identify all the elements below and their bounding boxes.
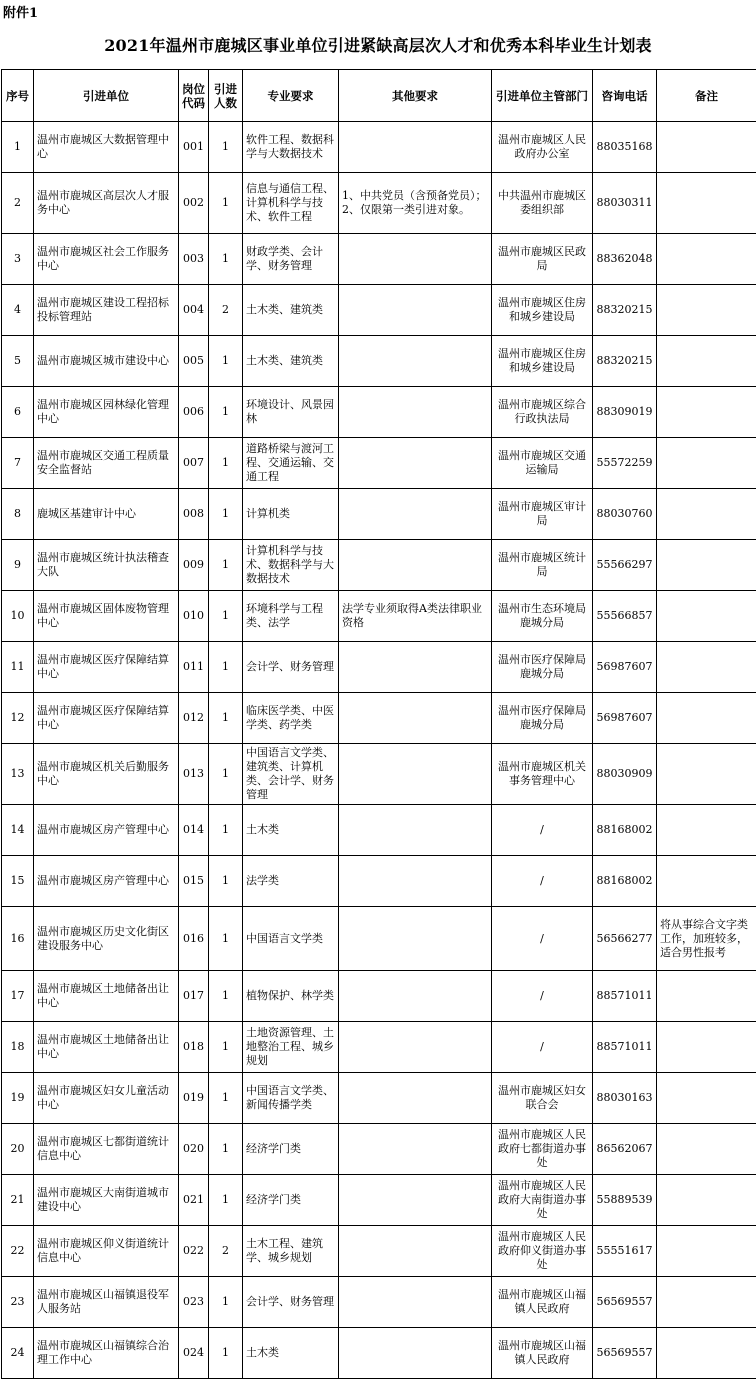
cell-seq: 13 bbox=[2, 744, 34, 805]
cell-seq: 23 bbox=[2, 1277, 34, 1328]
cell-unit: 温州市鹿城区机关后勤服务中心 bbox=[34, 744, 179, 805]
cell-phone: 88362048 bbox=[593, 234, 657, 285]
cell-major: 临床医学类、中医学类、药学类 bbox=[243, 693, 339, 744]
cell-phone: 55566297 bbox=[593, 540, 657, 591]
cell-major: 中国语言文学类 bbox=[243, 907, 339, 971]
cell-count: 1 bbox=[209, 642, 243, 693]
cell-major: 财政学类、会计学、财务管理 bbox=[243, 234, 339, 285]
cell-other bbox=[339, 438, 492, 489]
cell-major: 经济学门类 bbox=[243, 1124, 339, 1175]
cell-note bbox=[657, 591, 756, 642]
cell-dept: 温州市鹿城区住房和城乡建设局 bbox=[492, 285, 593, 336]
cell-phone: 55889539 bbox=[593, 1175, 657, 1226]
cell-dept: 温州市鹿城区人民政府仰义街道办事处 bbox=[492, 1226, 593, 1277]
cell-phone: 56987607 bbox=[593, 642, 657, 693]
cell-phone: 86562067 bbox=[593, 1124, 657, 1175]
cell-count: 1 bbox=[209, 591, 243, 642]
cell-code: 013 bbox=[179, 744, 209, 805]
cell-count: 1 bbox=[209, 540, 243, 591]
cell-major: 中国语言文学类、新闻传播学类 bbox=[243, 1073, 339, 1124]
cell-major: 环境设计、风景园林 bbox=[243, 387, 339, 438]
table-row bbox=[2, 336, 756, 387]
cell-count: 1 bbox=[209, 234, 243, 285]
cell-phone: 55572259 bbox=[593, 438, 657, 489]
cell-count: 1 bbox=[209, 387, 243, 438]
cell-seq: 17 bbox=[2, 971, 34, 1022]
cell-phone: 88571011 bbox=[593, 1022, 657, 1073]
cell-other bbox=[339, 387, 492, 438]
cell-code: 006 bbox=[179, 387, 209, 438]
cell-major: 信息与通信工程、计算机科学与技术、软件工程 bbox=[243, 173, 339, 234]
cell-note bbox=[657, 540, 756, 591]
cell-dept: 温州市鹿城区民政局 bbox=[492, 234, 593, 285]
cell-other bbox=[339, 693, 492, 744]
cell-seq: 8 bbox=[2, 489, 34, 540]
cell-count: 1 bbox=[209, 856, 243, 907]
cell-code: 011 bbox=[179, 642, 209, 693]
cell-note bbox=[657, 642, 756, 693]
cell-seq: 1 bbox=[2, 122, 34, 173]
header-dept: 引进单位主管部门 bbox=[492, 70, 593, 122]
cell-major: 计算机类 bbox=[243, 489, 339, 540]
cell-count: 1 bbox=[209, 336, 243, 387]
cell-unit: 温州市鹿城区医疗保障结算中心 bbox=[34, 693, 179, 744]
cell-note bbox=[657, 387, 756, 438]
cell-phone: 88571011 bbox=[593, 971, 657, 1022]
cell-phone: 88035168 bbox=[593, 122, 657, 173]
cell-count: 1 bbox=[209, 805, 243, 856]
cell-other bbox=[339, 1124, 492, 1175]
cell-code: 010 bbox=[179, 591, 209, 642]
table-row bbox=[2, 907, 756, 971]
header-unit: 引进单位 bbox=[34, 70, 179, 122]
cell-unit: 温州市鹿城区园林绿化管理中心 bbox=[34, 387, 179, 438]
cell-other bbox=[339, 744, 492, 805]
cell-other bbox=[339, 856, 492, 907]
cell-other bbox=[339, 122, 492, 173]
cell-major: 中国语言文学类、建筑类、计算机类、会计学、财务管理 bbox=[243, 744, 339, 805]
table-row bbox=[2, 285, 756, 336]
cell-seq: 12 bbox=[2, 693, 34, 744]
cell-count: 1 bbox=[209, 173, 243, 234]
cell-count: 1 bbox=[209, 744, 243, 805]
cell-unit: 温州市鹿城区医疗保障结算中心 bbox=[34, 642, 179, 693]
cell-code: 005 bbox=[179, 336, 209, 387]
cell-major: 土木类、建筑类 bbox=[243, 285, 339, 336]
cell-major: 植物保护、林学类 bbox=[243, 971, 339, 1022]
cell-phone: 88320215 bbox=[593, 285, 657, 336]
cell-phone: 88168002 bbox=[593, 805, 657, 856]
table-row bbox=[2, 1175, 756, 1226]
table-row bbox=[2, 173, 756, 234]
cell-dept: 温州市鹿城区交通运输局 bbox=[492, 438, 593, 489]
cell-phone: 88030760 bbox=[593, 489, 657, 540]
cell-code: 017 bbox=[179, 971, 209, 1022]
table-row bbox=[2, 122, 756, 173]
cell-unit: 温州市鹿城区七都街道统计信息中心 bbox=[34, 1124, 179, 1175]
cell-major: 计算机科学与技术、数据科学与大数据技术 bbox=[243, 540, 339, 591]
cell-dept: 温州市医疗保障局鹿城分局 bbox=[492, 693, 593, 744]
cell-seq: 16 bbox=[2, 907, 34, 971]
cell-seq: 5 bbox=[2, 336, 34, 387]
cell-phone: 88309019 bbox=[593, 387, 657, 438]
cell-phone: 88030909 bbox=[593, 744, 657, 805]
table-row bbox=[2, 1226, 756, 1277]
cell-other: 法学专业须取得A类法律职业资格 bbox=[339, 591, 492, 642]
cell-unit: 温州市鹿城区固体废物管理中心 bbox=[34, 591, 179, 642]
table-row bbox=[2, 1124, 756, 1175]
cell-note bbox=[657, 693, 756, 744]
cell-count: 1 bbox=[209, 907, 243, 971]
cell-phone: 88030163 bbox=[593, 1073, 657, 1124]
cell-phone: 55551617 bbox=[593, 1226, 657, 1277]
cell-unit: 温州市鹿城区高层次人才服务中心 bbox=[34, 173, 179, 234]
cell-note bbox=[657, 1328, 756, 1379]
cell-major: 环境科学与工程类、法学 bbox=[243, 591, 339, 642]
cell-seq: 2 bbox=[2, 173, 34, 234]
cell-note bbox=[657, 1277, 756, 1328]
cell-other bbox=[339, 907, 492, 971]
cell-dept: 温州市鹿城区妇女联合会 bbox=[492, 1073, 593, 1124]
cell-count: 1 bbox=[209, 489, 243, 540]
cell-major: 法学类 bbox=[243, 856, 339, 907]
cell-note bbox=[657, 1022, 756, 1073]
cell-code: 001 bbox=[179, 122, 209, 173]
cell-phone: 88168002 bbox=[593, 856, 657, 907]
header-note: 备注 bbox=[657, 70, 756, 122]
cell-unit: 温州市鹿城区房产管理中心 bbox=[34, 805, 179, 856]
cell-unit: 温州市鹿城区建设工程招标投标管理站 bbox=[34, 285, 179, 336]
header-code: 岗位代码 bbox=[179, 70, 209, 122]
table-row bbox=[2, 234, 756, 285]
cell-dept: 温州市鹿城区山福镇人民政府 bbox=[492, 1328, 593, 1379]
cell-dept: 中共温州市鹿城区委组织部 bbox=[492, 173, 593, 234]
cell-code: 021 bbox=[179, 1175, 209, 1226]
cell-note bbox=[657, 438, 756, 489]
cell-dept: / bbox=[492, 971, 593, 1022]
cell-seq: 24 bbox=[2, 1328, 34, 1379]
cell-count: 2 bbox=[209, 285, 243, 336]
cell-dept: 温州市鹿城区山福镇人民政府 bbox=[492, 1277, 593, 1328]
cell-note bbox=[657, 173, 756, 234]
header-phone: 咨询电话 bbox=[593, 70, 657, 122]
cell-note bbox=[657, 805, 756, 856]
cell-count: 1 bbox=[209, 971, 243, 1022]
cell-unit: 温州市鹿城区社会工作服务中心 bbox=[34, 234, 179, 285]
cell-unit: 温州市鹿城区交通工程质量安全监督站 bbox=[34, 438, 179, 489]
table-row bbox=[2, 591, 756, 642]
cell-code: 022 bbox=[179, 1226, 209, 1277]
cell-seq: 19 bbox=[2, 1073, 34, 1124]
cell-dept: 温州市鹿城区机关事务管理中心 bbox=[492, 744, 593, 805]
cell-dept: 温州市鹿城区人民政府大南街道办事处 bbox=[492, 1175, 593, 1226]
table-row bbox=[2, 489, 756, 540]
cell-code: 008 bbox=[179, 489, 209, 540]
cell-seq: 18 bbox=[2, 1022, 34, 1073]
cell-code: 020 bbox=[179, 1124, 209, 1175]
cell-dept: / bbox=[492, 805, 593, 856]
cell-code: 024 bbox=[179, 1328, 209, 1379]
cell-seq: 3 bbox=[2, 234, 34, 285]
cell-seq: 6 bbox=[2, 387, 34, 438]
cell-note bbox=[657, 744, 756, 805]
table-row bbox=[2, 856, 756, 907]
cell-unit: 温州市鹿城区统计执法稽查大队 bbox=[34, 540, 179, 591]
cell-unit: 温州市鹿城区大数据管理中心 bbox=[34, 122, 179, 173]
cell-seq: 14 bbox=[2, 805, 34, 856]
cell-other bbox=[339, 234, 492, 285]
cell-unit: 温州市鹿城区妇女儿童活动中心 bbox=[34, 1073, 179, 1124]
cell-dept: 温州市生态环境局鹿城分局 bbox=[492, 591, 593, 642]
table-row bbox=[2, 438, 756, 489]
table-row bbox=[2, 642, 756, 693]
cell-major: 土地资源管理、土地整治工程、城乡规划 bbox=[243, 1022, 339, 1073]
cell-major: 会计学、财务管理 bbox=[243, 1277, 339, 1328]
table-row bbox=[2, 693, 756, 744]
cell-count: 1 bbox=[209, 1124, 243, 1175]
cell-unit: 温州市鹿城区历史文化街区建设服务中心 bbox=[34, 907, 179, 971]
table-row bbox=[2, 387, 756, 438]
recruitment-plan-table bbox=[1, 69, 756, 1379]
cell-code: 018 bbox=[179, 1022, 209, 1073]
cell-count: 1 bbox=[209, 1175, 243, 1226]
header-seq: 序号 bbox=[2, 70, 34, 122]
cell-other bbox=[339, 1328, 492, 1379]
cell-code: 003 bbox=[179, 234, 209, 285]
cell-unit: 温州市鹿城区土地储备出让中心 bbox=[34, 1022, 179, 1073]
cell-seq: 7 bbox=[2, 438, 34, 489]
cell-other bbox=[339, 971, 492, 1022]
table-row bbox=[2, 1277, 756, 1328]
cell-phone: 55566857 bbox=[593, 591, 657, 642]
cell-note bbox=[657, 122, 756, 173]
cell-other bbox=[339, 1226, 492, 1277]
cell-code: 004 bbox=[179, 285, 209, 336]
cell-note bbox=[657, 1073, 756, 1124]
cell-major: 软件工程、数据科学与大数据技术 bbox=[243, 122, 339, 173]
cell-major: 经济学门类 bbox=[243, 1175, 339, 1226]
cell-unit: 鹿城区基建审计中心 bbox=[34, 489, 179, 540]
cell-phone: 56566277 bbox=[593, 907, 657, 971]
cell-major: 会计学、财务管理 bbox=[243, 642, 339, 693]
cell-other bbox=[339, 1175, 492, 1226]
cell-count: 1 bbox=[209, 1328, 243, 1379]
cell-count: 1 bbox=[209, 693, 243, 744]
cell-phone: 88030311 bbox=[593, 173, 657, 234]
cell-code: 014 bbox=[179, 805, 209, 856]
cell-seq: 22 bbox=[2, 1226, 34, 1277]
cell-unit: 温州市鹿城区土地储备出让中心 bbox=[34, 971, 179, 1022]
header-row bbox=[2, 70, 756, 122]
cell-dept: 温州市鹿城区综合行政执法局 bbox=[492, 387, 593, 438]
cell-note bbox=[657, 856, 756, 907]
cell-other bbox=[339, 642, 492, 693]
cell-major: 道路桥梁与渡河工程、交通运输、交通工程 bbox=[243, 438, 339, 489]
cell-count: 1 bbox=[209, 1277, 243, 1328]
cell-note bbox=[657, 336, 756, 387]
cell-note bbox=[657, 971, 756, 1022]
cell-unit: 温州市鹿城区仰义街道统计信息中心 bbox=[34, 1226, 179, 1277]
cell-seq: 10 bbox=[2, 591, 34, 642]
cell-code: 015 bbox=[179, 856, 209, 907]
cell-other: 1、中共党员（含预备党员）；2、仅限第一类引进对象。 bbox=[339, 173, 492, 234]
cell-other bbox=[339, 285, 492, 336]
cell-count: 1 bbox=[209, 1073, 243, 1124]
cell-unit: 温州市鹿城区大南街道城市建设中心 bbox=[34, 1175, 179, 1226]
cell-note bbox=[657, 489, 756, 540]
cell-dept: / bbox=[492, 856, 593, 907]
cell-unit: 温州市鹿城区山福镇综合治理工作中心 bbox=[34, 1328, 179, 1379]
cell-note bbox=[657, 1175, 756, 1226]
cell-other bbox=[339, 540, 492, 591]
cell-unit: 温州市鹿城区房产管理中心 bbox=[34, 856, 179, 907]
cell-major: 土木类 bbox=[243, 1328, 339, 1379]
table-row bbox=[2, 540, 756, 591]
cell-count: 2 bbox=[209, 1226, 243, 1277]
cell-phone: 56987607 bbox=[593, 693, 657, 744]
header-other: 其他要求 bbox=[339, 70, 492, 122]
cell-major: 土木类 bbox=[243, 805, 339, 856]
cell-dept: 温州市鹿城区住房和城乡建设局 bbox=[492, 336, 593, 387]
table-row bbox=[2, 971, 756, 1022]
cell-other bbox=[339, 1277, 492, 1328]
cell-other bbox=[339, 489, 492, 540]
cell-major: 土木工程、建筑学、城乡规划 bbox=[243, 1226, 339, 1277]
cell-seq: 11 bbox=[2, 642, 34, 693]
header-count: 引进人数 bbox=[209, 70, 243, 122]
cell-dept: 温州市鹿城区人民政府七都街道办事处 bbox=[492, 1124, 593, 1175]
cell-dept: 温州市医疗保障局鹿城分局 bbox=[492, 642, 593, 693]
cell-note bbox=[657, 285, 756, 336]
table-row bbox=[2, 744, 756, 805]
cell-seq: 20 bbox=[2, 1124, 34, 1175]
cell-unit: 温州市鹿城区城市建设中心 bbox=[34, 336, 179, 387]
cell-other bbox=[339, 1073, 492, 1124]
cell-code: 019 bbox=[179, 1073, 209, 1124]
cell-phone: 56569557 bbox=[593, 1328, 657, 1379]
cell-count: 1 bbox=[209, 438, 243, 489]
table-body bbox=[2, 122, 756, 1379]
cell-phone: 56569557 bbox=[593, 1277, 657, 1328]
cell-dept: 温州市鹿城区统计局 bbox=[492, 540, 593, 591]
cell-seq: 21 bbox=[2, 1175, 34, 1226]
cell-note: 将从事综合文字类工作，加班较多，适合男性报考 bbox=[657, 907, 756, 971]
cell-count: 1 bbox=[209, 1022, 243, 1073]
cell-code: 016 bbox=[179, 907, 209, 971]
table-row bbox=[2, 1328, 756, 1379]
table-row bbox=[2, 1022, 756, 1073]
cell-code: 023 bbox=[179, 1277, 209, 1328]
cell-unit: 温州市鹿城区山福镇退役军人服务站 bbox=[34, 1277, 179, 1328]
table-row bbox=[2, 1073, 756, 1124]
cell-code: 009 bbox=[179, 540, 209, 591]
cell-note bbox=[657, 1124, 756, 1175]
document-title: 2021年温州市鹿城区事业单位引进紧缺高层次人才和优秀本科毕业生计划表 bbox=[104, 36, 652, 55]
cell-other bbox=[339, 805, 492, 856]
cell-other bbox=[339, 336, 492, 387]
cell-code: 012 bbox=[179, 693, 209, 744]
cell-dept: / bbox=[492, 907, 593, 971]
cell-code: 002 bbox=[179, 173, 209, 234]
attachment-label: 附件1 bbox=[3, 6, 39, 21]
cell-dept: 温州市鹿城区人民政府办公室 bbox=[492, 122, 593, 173]
cell-dept: / bbox=[492, 1022, 593, 1073]
cell-note bbox=[657, 1226, 756, 1277]
cell-count: 1 bbox=[209, 122, 243, 173]
cell-note bbox=[657, 234, 756, 285]
cell-other bbox=[339, 1022, 492, 1073]
cell-seq: 9 bbox=[2, 540, 34, 591]
cell-code: 007 bbox=[179, 438, 209, 489]
header-major: 专业要求 bbox=[243, 70, 339, 122]
cell-phone: 88320215 bbox=[593, 336, 657, 387]
cell-dept: 温州市鹿城区审计局 bbox=[492, 489, 593, 540]
cell-major: 土木类、建筑类 bbox=[243, 336, 339, 387]
table-row bbox=[2, 805, 756, 856]
cell-seq: 4 bbox=[2, 285, 34, 336]
cell-seq: 15 bbox=[2, 856, 34, 907]
